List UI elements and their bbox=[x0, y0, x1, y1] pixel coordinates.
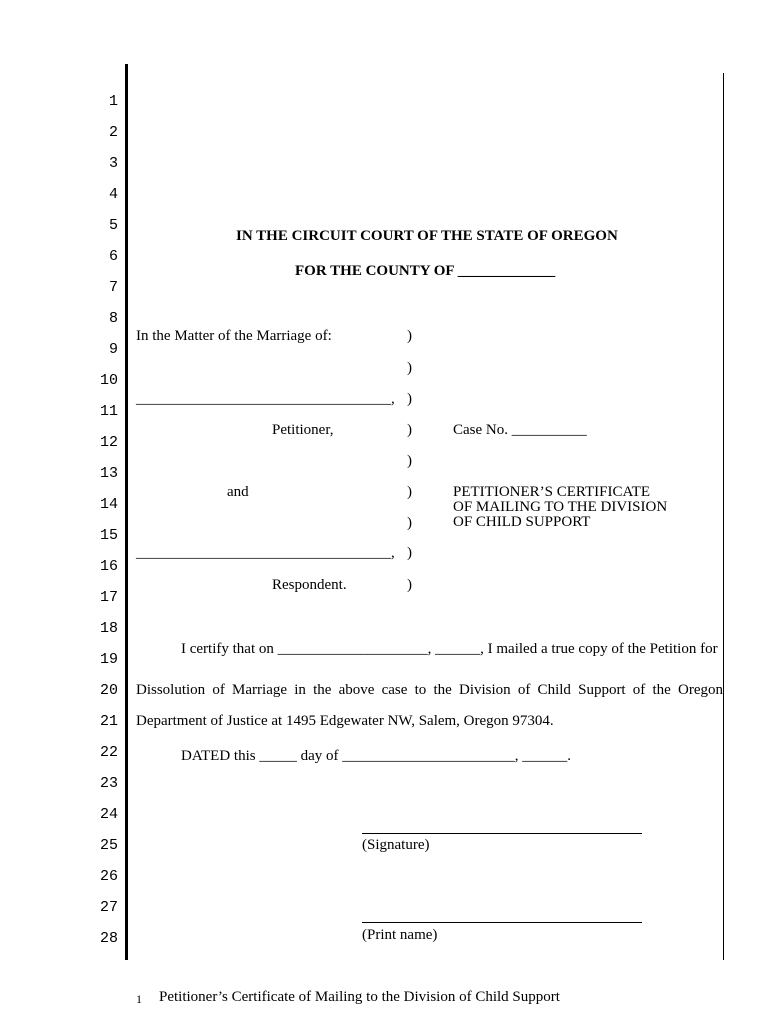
print-name-line bbox=[362, 922, 642, 923]
line-number: 2 bbox=[108, 124, 118, 141]
left-margin-rule bbox=[125, 64, 128, 960]
line-number: 25 bbox=[99, 837, 118, 854]
caption-paren: ) bbox=[407, 515, 412, 531]
line-number: 24 bbox=[99, 806, 118, 823]
respondent-label: Respondent. bbox=[272, 577, 347, 593]
dated-line: DATED this _____ day of _______________________, ______. bbox=[181, 748, 571, 764]
page-number: 1 bbox=[136, 992, 142, 1006]
line-number: 27 bbox=[99, 899, 118, 916]
line-number: 20 bbox=[99, 682, 118, 699]
line-number: 4 bbox=[108, 186, 118, 203]
respondent-name-blank: __________________________________, bbox=[136, 545, 395, 561]
line-number: 3 bbox=[108, 155, 118, 172]
line-number: 26 bbox=[99, 868, 118, 885]
line-number: 7 bbox=[108, 279, 118, 296]
line-number: 13 bbox=[99, 465, 118, 482]
caption-paren: ) bbox=[407, 391, 412, 407]
case-number: Case No. __________ bbox=[453, 422, 587, 438]
document-title-line: OF CHILD SUPPORT bbox=[453, 514, 591, 530]
line-number: 10 bbox=[99, 372, 118, 389]
caption-paren: ) bbox=[407, 328, 412, 344]
document-title-line: PETITIONER’S CERTIFICATE bbox=[453, 484, 651, 500]
certify-line-2: Dissolution of Marriage in the above case to the Division of Child Support of the Oregon bbox=[136, 683, 723, 698]
line-number: 18 bbox=[99, 620, 118, 637]
county-heading: FOR THE COUNTY OF _____________ bbox=[295, 263, 556, 279]
caption-paren: ) bbox=[407, 422, 412, 438]
and-label: and bbox=[227, 484, 249, 500]
line-number: 14 bbox=[99, 496, 118, 513]
petitioner-name-blank: __________________________________, bbox=[136, 391, 395, 407]
signature-label: (Signature) bbox=[362, 837, 430, 853]
line-number: 21 bbox=[99, 713, 118, 730]
line-number: 22 bbox=[99, 744, 118, 761]
caption-paren: ) bbox=[407, 360, 412, 376]
line-number: 23 bbox=[99, 775, 118, 792]
caption-paren: ) bbox=[407, 545, 412, 561]
caption-paren: ) bbox=[407, 453, 412, 469]
line-number: 28 bbox=[99, 930, 118, 947]
certify-line-3: Department of Justice at 1495 Edgewater NW, Salem, Oregon 97304. bbox=[136, 713, 554, 729]
document-title-line: OF MAILING TO THE DIVISION bbox=[453, 499, 668, 515]
matter-label: In the Matter of the Marriage of: bbox=[136, 328, 332, 344]
caption-paren: ) bbox=[407, 577, 412, 593]
footer-title: Petitioner’s Certificate of Mailing to the Division of Child Support bbox=[159, 989, 560, 1005]
line-number: 15 bbox=[99, 527, 118, 544]
caption-paren: ) bbox=[407, 484, 412, 500]
line-number: 5 bbox=[108, 217, 118, 234]
court-heading: IN THE CIRCUIT COURT OF THE STATE OF OREGON bbox=[236, 228, 618, 244]
certify-line-1: I certify that on ____________________, ______, I mailed a true copy of the Petition for bbox=[181, 642, 718, 657]
line-number: 19 bbox=[99, 651, 118, 668]
line-number: 9 bbox=[108, 341, 118, 358]
line-number: 17 bbox=[99, 589, 118, 606]
petitioner-label: Petitioner, bbox=[272, 422, 334, 438]
line-number: 16 bbox=[99, 558, 118, 575]
print-name-label: (Print name) bbox=[362, 927, 438, 943]
signature-line bbox=[362, 833, 642, 834]
line-number: 12 bbox=[99, 434, 118, 451]
line-number: 6 bbox=[108, 248, 118, 265]
line-number: 8 bbox=[108, 310, 118, 327]
line-number: 1 bbox=[108, 93, 118, 110]
line-number: 11 bbox=[99, 403, 118, 420]
right-margin-rule bbox=[723, 73, 724, 960]
